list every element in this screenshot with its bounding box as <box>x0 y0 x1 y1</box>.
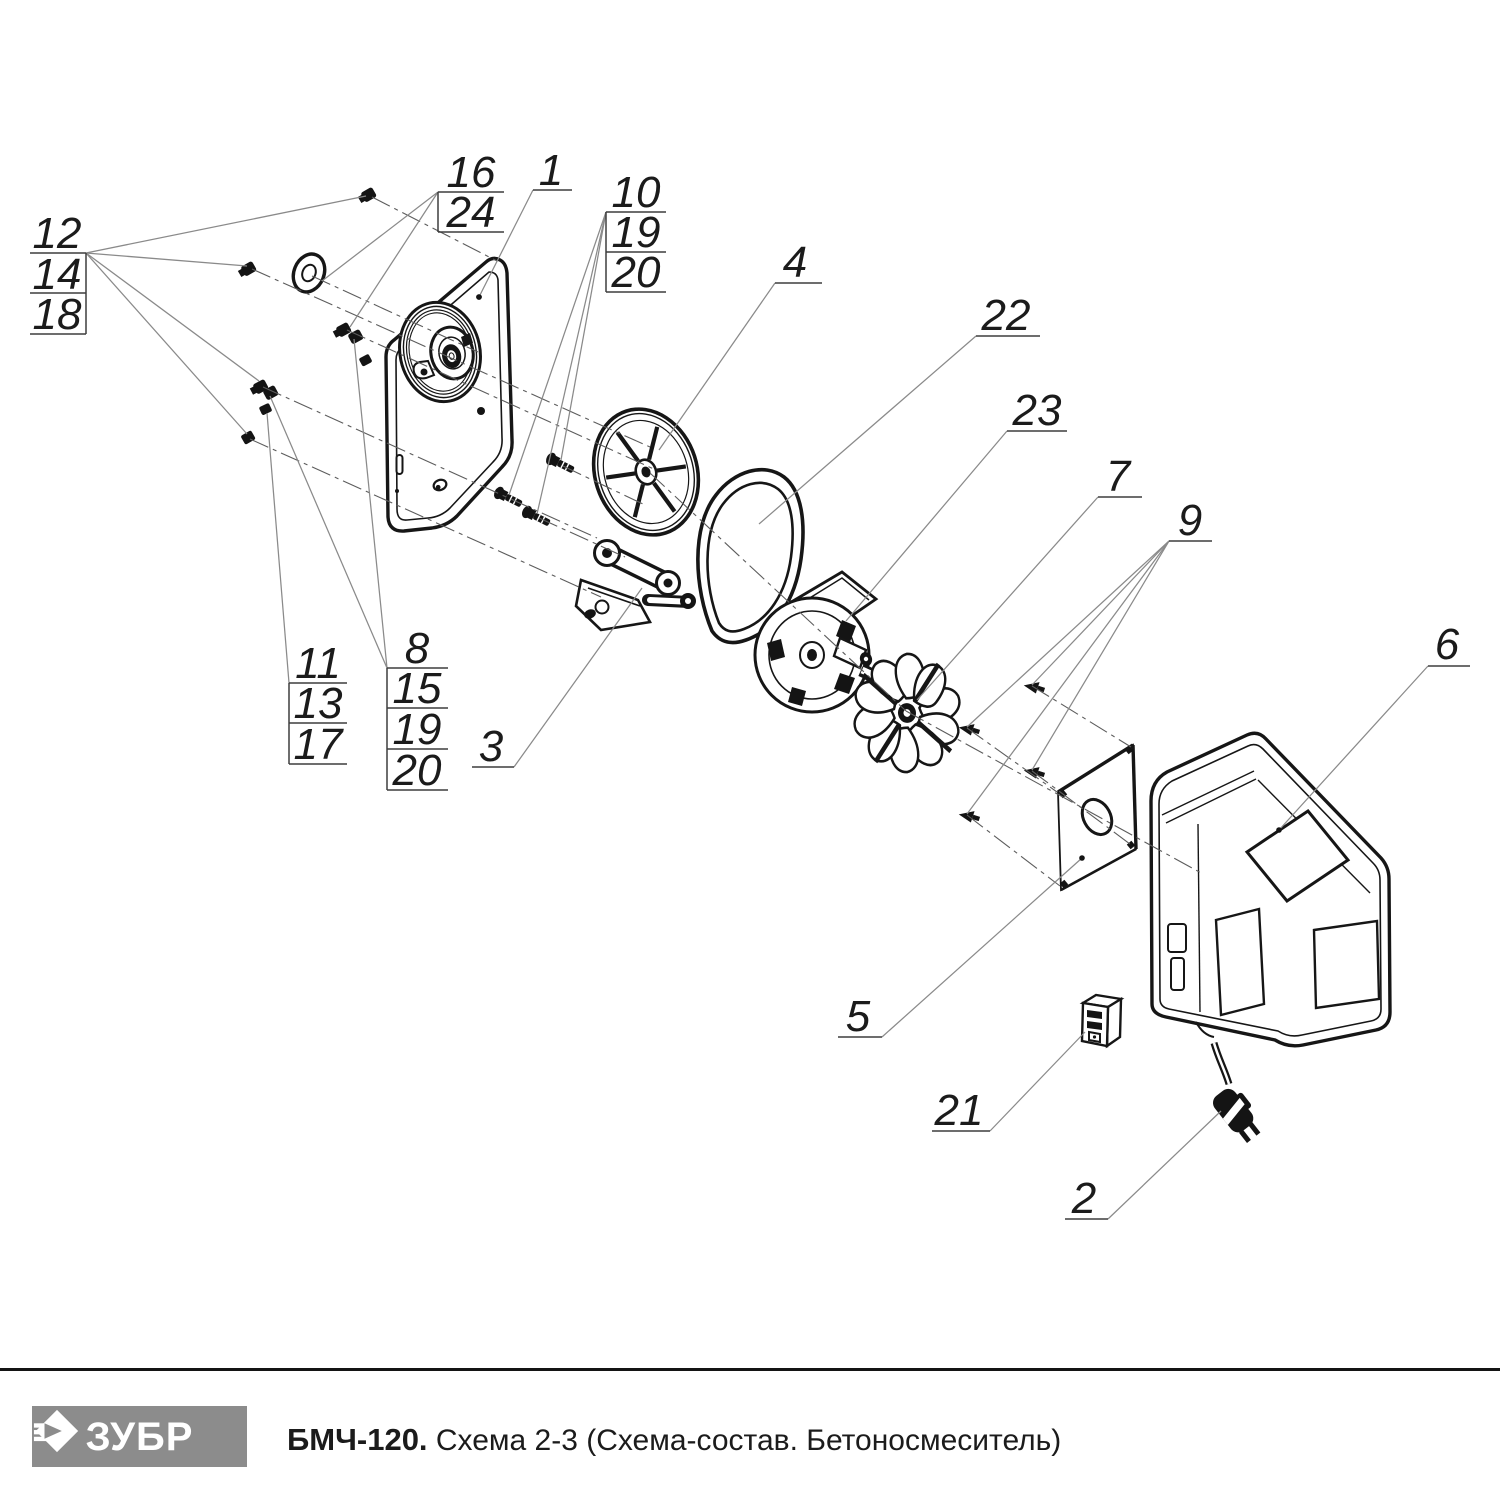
leader-line <box>659 283 775 450</box>
footer-divider <box>0 1368 1500 1371</box>
part-switch <box>1082 995 1121 1046</box>
part-number: 7 <box>1105 452 1131 501</box>
part-number: 10 <box>611 168 661 217</box>
part-number: 5 <box>845 992 871 1041</box>
part-number: 24 <box>446 188 496 237</box>
part-number: 2 <box>1071 1174 1097 1223</box>
part-housing-cover <box>1151 733 1390 1046</box>
center-axis <box>539 518 625 557</box>
leader-line <box>514 588 642 767</box>
part-number: 4 <box>782 238 808 287</box>
callout-4 <box>659 238 822 450</box>
callout-11-13-17 <box>267 413 347 769</box>
part-mounting-panel <box>386 258 512 531</box>
scheme-caption: Схема 2-3 (Схема-состав. Бетоносмеситель) <box>427 1424 1062 1457</box>
callout-9 <box>967 496 1212 814</box>
callout-23 <box>846 386 1067 621</box>
leader-dot <box>1276 827 1282 833</box>
part-pulley <box>578 395 715 548</box>
part-number: 22 <box>981 291 1031 340</box>
zubr-logo <box>32 1406 247 1467</box>
callout-22 <box>759 291 1040 524</box>
leader-line <box>322 192 438 281</box>
part-number: 20 <box>392 746 442 795</box>
leader-line <box>1108 1111 1221 1219</box>
part-number: 15 <box>392 664 442 713</box>
center-axis <box>967 815 1060 886</box>
leader-line <box>354 339 387 668</box>
callout-12-14-18 <box>30 196 366 434</box>
callout-6 <box>1276 620 1470 833</box>
model-code: БМЧ-120. <box>287 1422 428 1457</box>
leader-line <box>917 497 1098 700</box>
part-number: 14 <box>32 250 82 299</box>
leader-line <box>1279 666 1428 830</box>
part-number: 8 <box>404 624 430 673</box>
part-washer <box>288 249 330 296</box>
part-number: 19 <box>392 705 442 754</box>
part-number: 11 <box>295 639 341 688</box>
center-axis <box>967 728 1057 792</box>
leader-line <box>270 396 387 668</box>
leader-line <box>86 196 366 253</box>
leader-dot <box>1079 855 1085 861</box>
leader-line <box>509 212 606 495</box>
part-number: 12 <box>32 209 82 258</box>
leader-line <box>846 431 1007 621</box>
part-number: 21 <box>934 1086 984 1135</box>
part-number: 17 <box>293 720 343 769</box>
leader-line <box>967 541 1169 814</box>
part-number: 1 <box>538 146 564 195</box>
leader-line <box>1032 541 1169 685</box>
callout-7 <box>917 452 1142 700</box>
callout-21 <box>932 1032 1085 1135</box>
leader-line <box>86 253 247 266</box>
zubr-logo-text: ЗУБР <box>85 1414 194 1459</box>
part-number: 19 <box>611 208 661 257</box>
leader-line <box>882 858 1082 1037</box>
leader-line <box>267 413 289 683</box>
part-power-cord <box>1209 1043 1268 1145</box>
hardware-fan-bolts <box>958 678 1047 825</box>
leader-line <box>86 253 247 434</box>
part-number: 18 <box>32 290 82 339</box>
leader-line <box>1032 541 1169 770</box>
part-number: 3 <box>478 722 504 771</box>
part-number: 6 <box>1434 620 1460 669</box>
callout-5 <box>838 855 1085 1041</box>
part-number: 20 <box>611 248 661 297</box>
center-axis <box>1032 686 1131 747</box>
zubr-logo-icon <box>32 1406 82 1456</box>
part-number: 13 <box>293 679 343 728</box>
leader-line <box>86 253 259 381</box>
part-number: 16 <box>446 148 496 197</box>
callout-2 <box>1065 1111 1221 1223</box>
leader-line <box>561 212 606 460</box>
part-number: 9 <box>1177 496 1203 545</box>
part-number: 23 <box>1012 386 1062 435</box>
leader-line <box>990 1032 1085 1131</box>
leader-line <box>967 541 1169 727</box>
leader-line <box>759 336 976 524</box>
annotations <box>30 146 1470 1223</box>
drawing-title <box>287 1422 1061 1458</box>
leader-dot <box>476 294 482 300</box>
part-tensioner <box>576 541 696 631</box>
